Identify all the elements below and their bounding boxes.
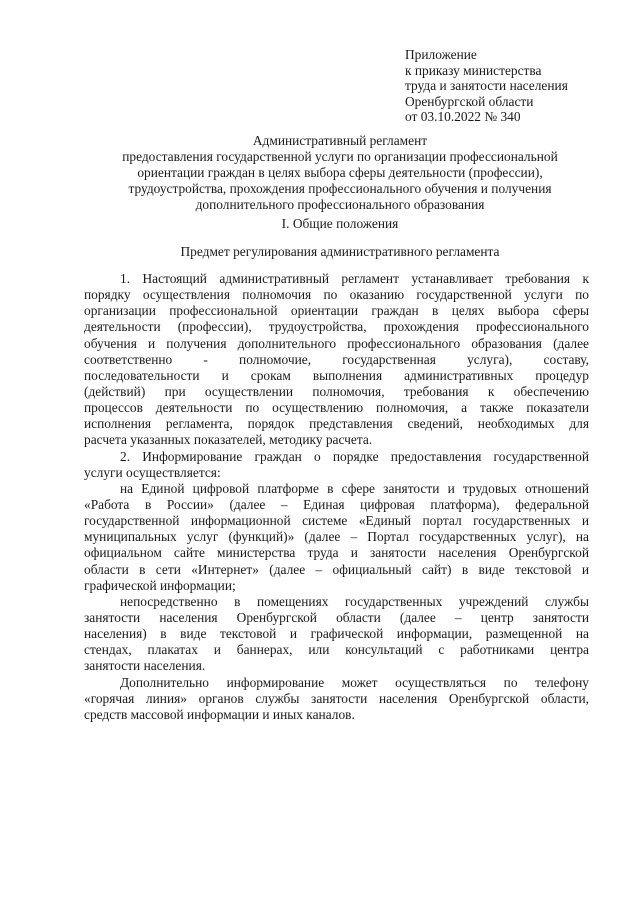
appendix-header: [405, 47, 615, 125]
document-body: [84, 271, 589, 723]
paragraph-line: последовательности и срокам выполнения административных процедур: [84, 367, 589, 383]
paragraph-line: порядку осуществления полномочия по оказанию государственной услуги по: [84, 287, 589, 303]
appendix-date-number: от 03.10.2022 № 340: [405, 109, 521, 125]
section-heading: I. Общие положения: [281, 216, 399, 231]
paragraph-line: (действий) при осуществлении полномочия, требования к обеспечению: [84, 383, 589, 399]
paragraph-line: исполнения регламента, порядок представления сведений, необходимых для: [84, 416, 589, 432]
title-line: трудоустройства, прохождения профессионального обучения и получения: [128, 181, 552, 196]
paragraph-line: соответственно - полномочие, государственная услуга), составу,: [84, 351, 589, 367]
paragraph-line: занятости населения Оренбургской области (далее – центр занятости: [84, 609, 589, 625]
paragraph-line: средств массовой информации и иных каналов.: [84, 706, 355, 722]
paragraph-line: расчета указанных показателей, методику расчета.: [84, 432, 373, 448]
appendix-line: Оренбургской области: [405, 93, 534, 109]
paragraph-line: «Работа в России» (далее – Единая цифровая платформа), федеральной: [84, 496, 589, 512]
paragraph-line: Дополнительно информирование может осуществляться по телефону: [120, 674, 589, 690]
paragraph-line: области в сети «Интернет» (далее – официальный сайт) в виде текстовой и: [84, 561, 589, 577]
paragraph-line: стендах, плакатах и баннерах, или консультаций с работниками центра: [84, 642, 589, 658]
title-line: Административный регламент: [252, 133, 428, 148]
paragraph-line: муниципальных услуг (функций)» (далее – Портал государственных услуг), на: [84, 529, 589, 545]
paragraph-line: официальном сайте министерства труда и занятости населения Оренбургской: [84, 545, 589, 561]
paragraph-line: населения) в виде текстовой и графической информации, размещенной на: [84, 626, 589, 642]
paragraph-line: «горячая линия» органов службы занятости населения Оренбургской области,: [84, 690, 589, 706]
paragraph-line: услуги осуществляется:: [84, 464, 221, 480]
paragraph-line: графической информации;: [84, 577, 236, 593]
appendix-line: к приказу министерства: [405, 62, 542, 78]
paragraph-line: 1. Настоящий административный регламент устанавливает требования к: [120, 271, 589, 286]
paragraph-line: непосредственно в помещениях государственных учреждений службы: [120, 593, 589, 609]
section-subheading: Предмет регулирования административного регламента: [180, 244, 500, 259]
appendix-line: труда и занятости населения: [405, 78, 568, 94]
title-line: ориентации граждан в целях выбора сферы деятельности (профессии),: [137, 165, 543, 180]
paragraph-line: деятельности (профессии), трудоустройства, прохождения профессионального: [84, 319, 589, 335]
paragraph-line: 2. Информирование граждан о порядке предоставления государственной: [120, 448, 589, 464]
paragraph-line: государственной информационной системе «Единый портал государственных и: [84, 513, 589, 529]
paragraph-line: занятости населения.: [84, 658, 206, 674]
paragraph-line: обучения и получения дополнительного профессионального образования (далее: [84, 335, 589, 351]
paragraph-line: организации профессиональной ориентации граждан в целях выбора сферы: [84, 303, 589, 319]
appendix-line: Приложение: [405, 47, 477, 62]
paragraph-line: на Единой цифровой платформе в сфере занятости и трудовых отношений: [120, 480, 589, 496]
title-line: предоставления государственной услуги по организации профессиональной: [122, 149, 558, 164]
document-title: [80, 133, 600, 213]
paragraph-line: процессов деятельности по осуществлению полномочия, а также показатели: [84, 400, 589, 416]
title-line: дополнительного профессионального образования: [195, 197, 485, 212]
